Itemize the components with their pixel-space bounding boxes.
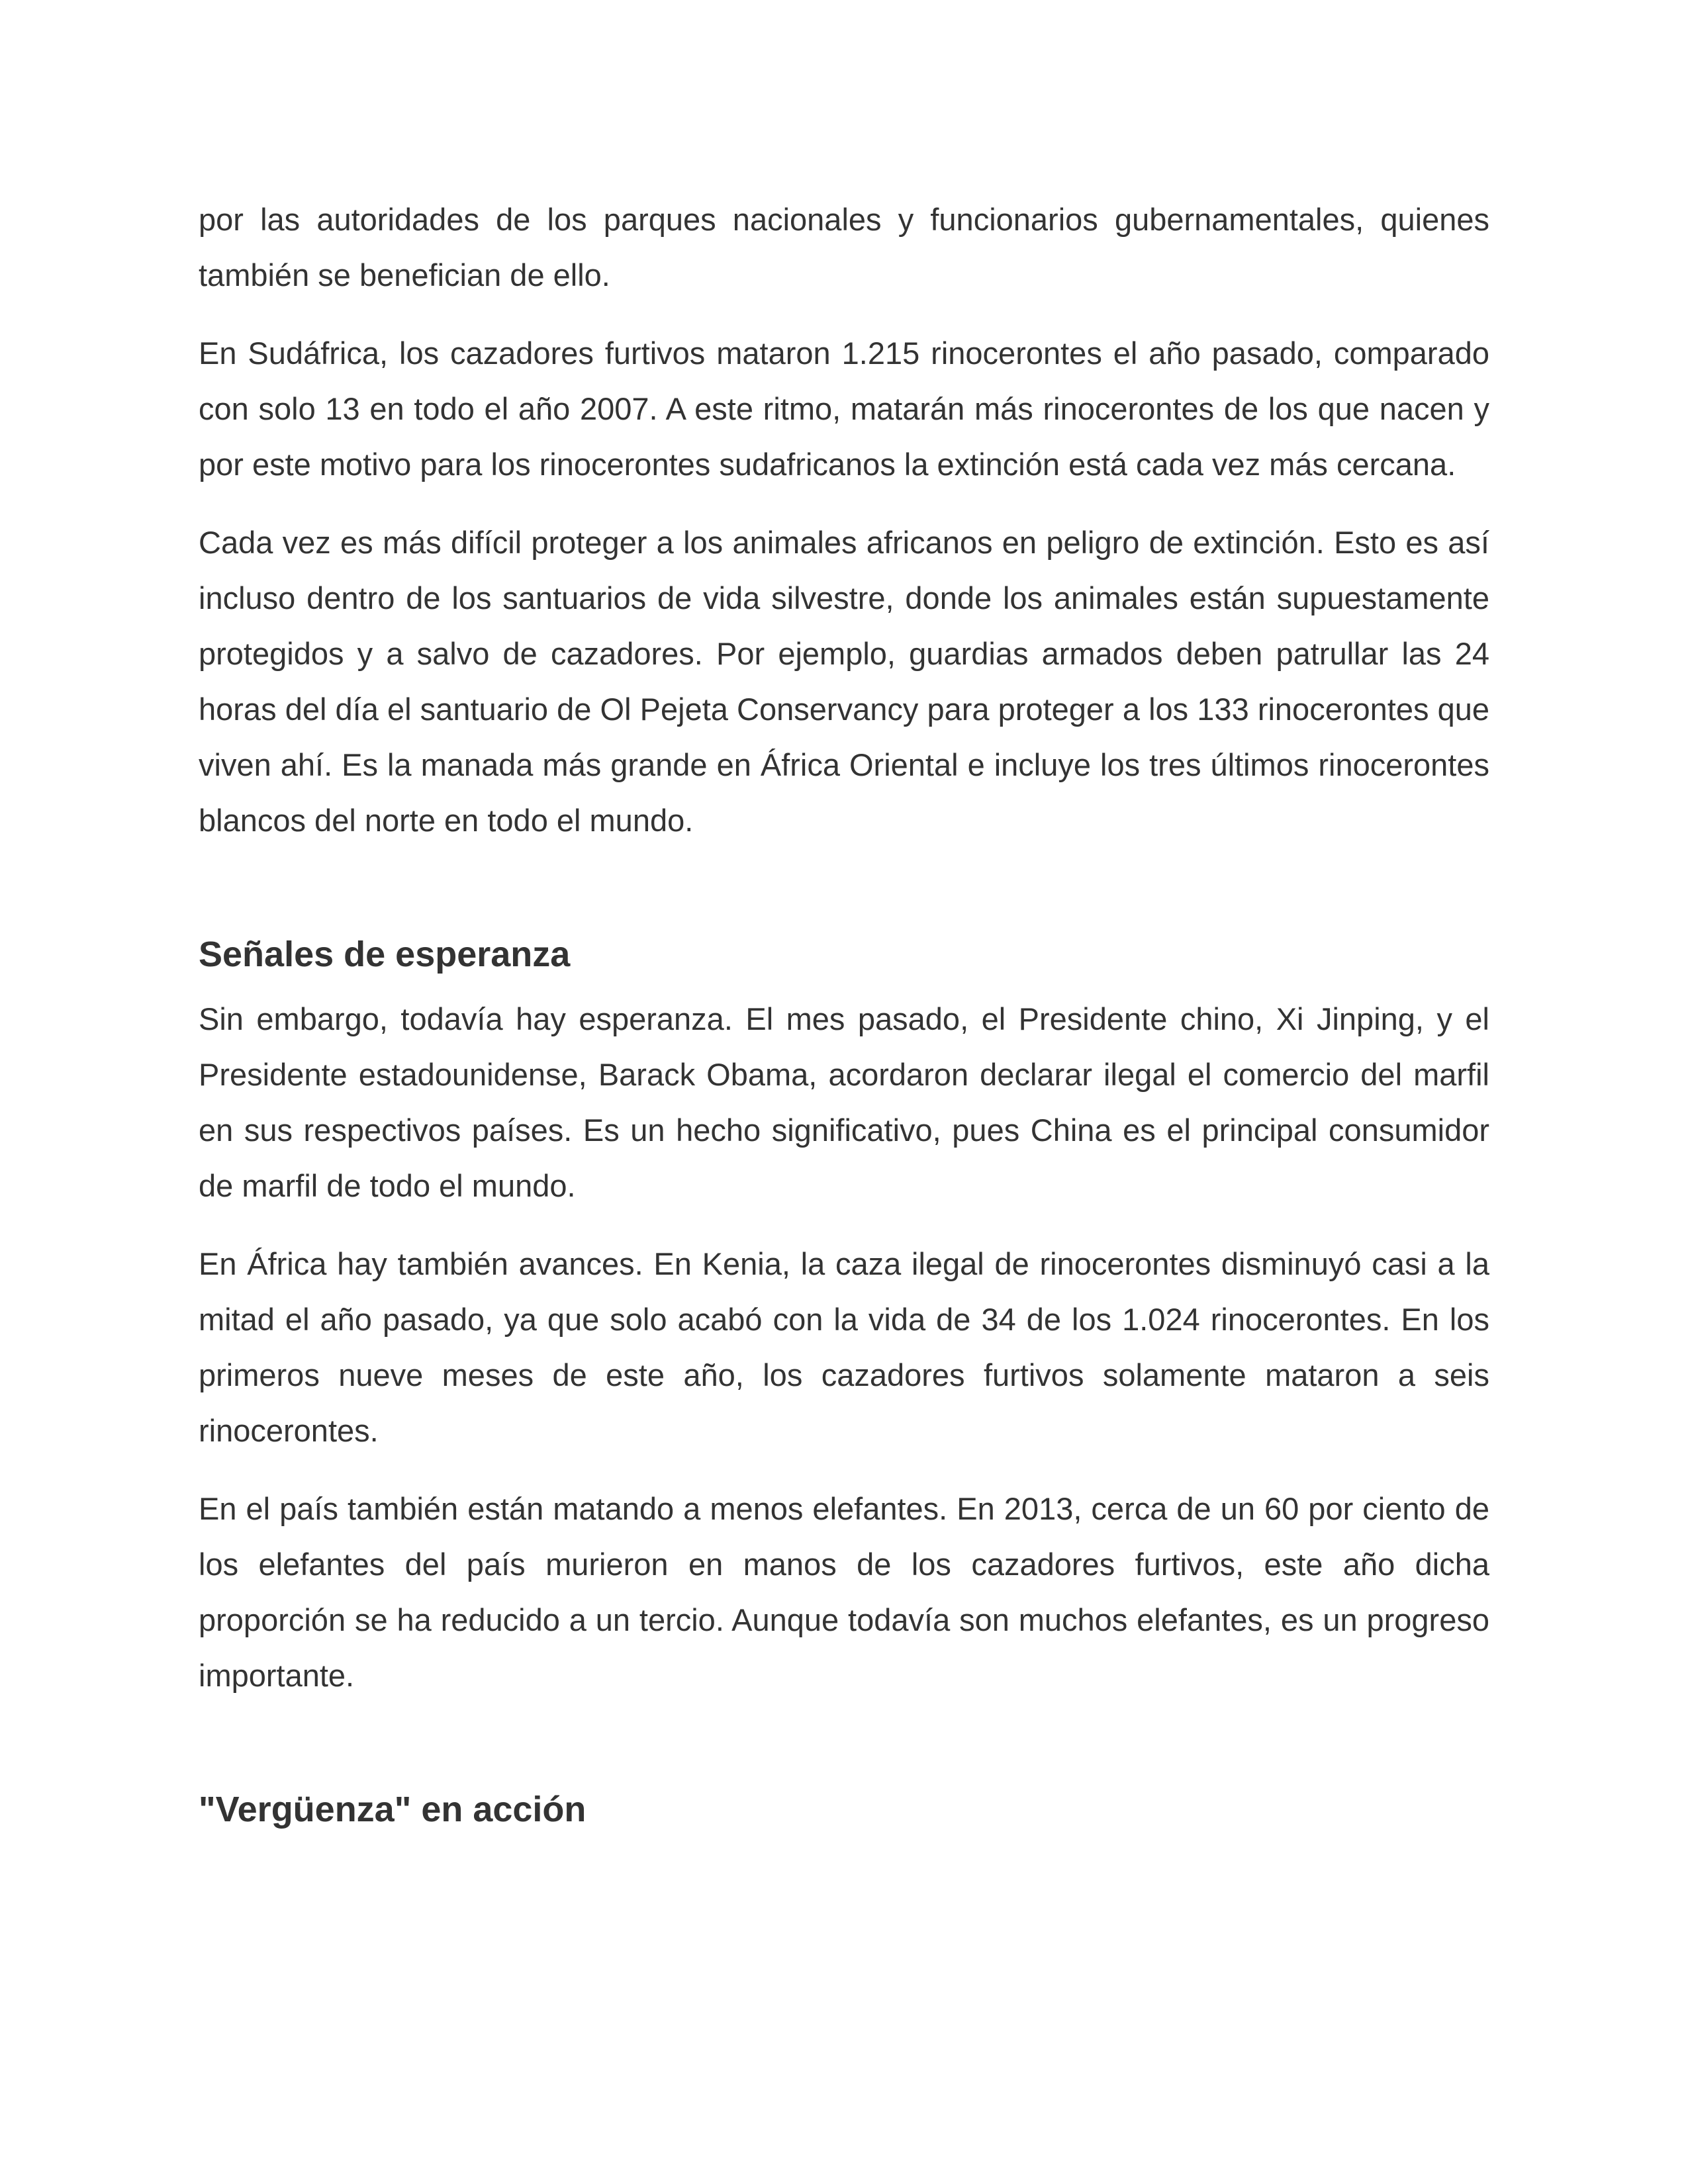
document-body (199, 192, 1489, 1837)
paragraph-protection: Cada vez es más difícil proteger a los animales africanos en peligro de extinción. Esto es así incluso dentro de los santuarios de vida silvestre, donde los animales están supuestamente protegidos y a salvo de cazadores. Por ejemplo, guardias armados deben patrullar las 24 horas del día el santuario de Ol Pejeta Conservancy para proteger a los 133 rinocerontes que viven ahí. Es la manada más grande en África Oriental e incluye los tres últimos rinocerontes blancos del norte en todo el mundo. (199, 525, 1489, 838)
paragraph-ivory-ban: Sin embargo, todavía hay esperanza. El mes pasado, el Presidente chino, Xi Jinping, y el Presidente estadounidense, Barack Obama, acordaron declarar ilegal el comercio del marfil en sus respectivos países. Es un hecho significativo, pues China es el principal consumidor de marfil de todo el mundo. (199, 1001, 1489, 1203)
paragraph-south-africa: En Sudáfrica, los cazadores furtivos mataron 1.215 rinocerontes el año pasado, comparado con solo 13 en todo el año 2007. A este ritmo, matarán más rinocerontes de los que nacen y por este motivo para los rinocerontes sudafricanos la extinción está cada vez más cercana. (199, 336, 1489, 482)
section-heading-shame: "Vergüenza" en acción (199, 1790, 586, 1829)
paragraph-authorities: por las autoridades de los parques nacionales y funcionarios gubernamentales, quienes también se benefician de ello. (199, 202, 1489, 293)
paragraph-elephants: En el país también están matando a menos elefantes. En 2013, cerca de un 60 por ciento de los elefantes del país murieron en manos de los cazadores furtivos, este año dicha proporción se ha reducido a un tercio. Aunque todavía son muchos elefantes, es un progreso importante. (199, 1491, 1489, 1693)
section-heading-hope: Señales de esperanza (199, 934, 571, 974)
paragraph-kenya: En África hay también avances. En Kenia, la caza ilegal de rinocerontes disminuyó casi a la mitad el año pasado, ya que solo acabó con la vida de 34 de los 1.024 rinocerontes. En los primeros nueve meses de este año, los cazadores furtivos solamente mataron a seis rinocerontes. (199, 1246, 1489, 1448)
